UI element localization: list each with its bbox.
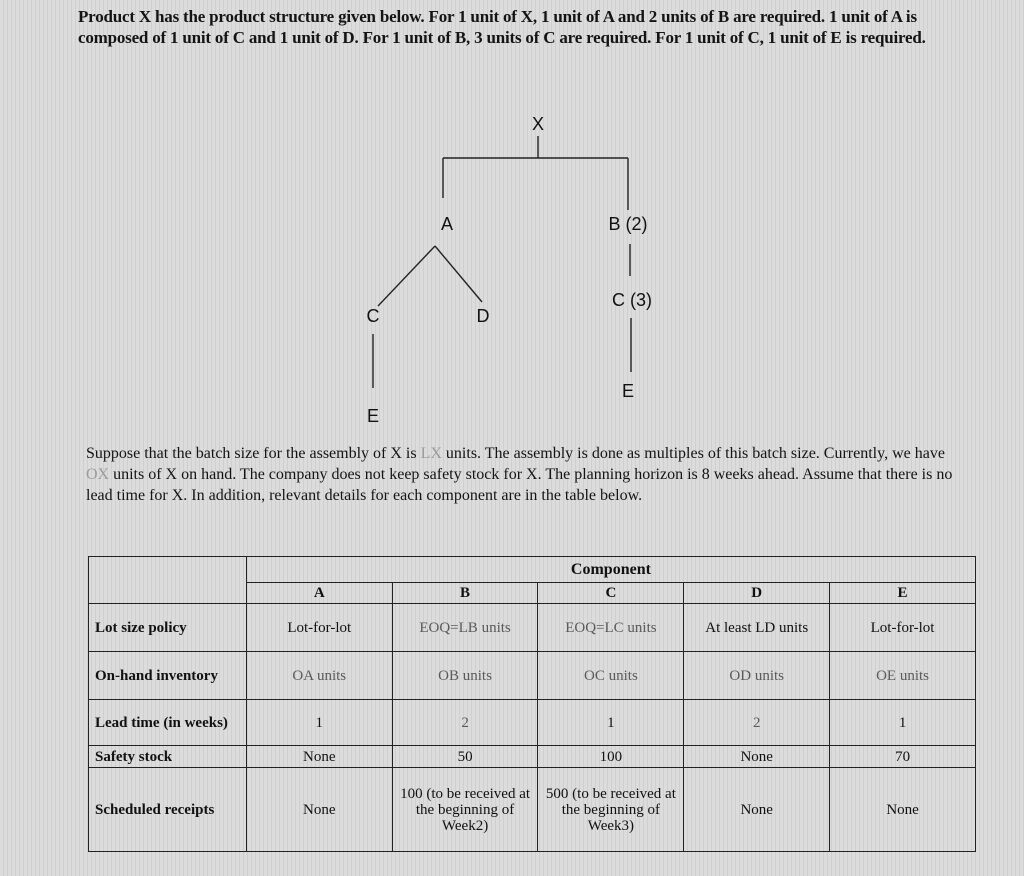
row-head-safety-stock: Safety stock xyxy=(89,746,247,768)
row-head-on-hand: On-hand inventory xyxy=(89,652,247,700)
cell-lot-e: Lot-for-lot xyxy=(830,604,976,652)
node-a: A xyxy=(440,214,454,234)
col-head-e: E xyxy=(830,583,976,604)
cell-lot-a: Lot-for-lot xyxy=(246,604,392,652)
cell-onhand-c: OC units xyxy=(538,652,684,700)
cell-lot-d: At least LD units xyxy=(684,604,830,652)
col-head-a: A xyxy=(246,583,392,604)
component-table xyxy=(88,556,976,852)
intro-paragraph: Product X has the product structure given below. For 1 unit of X, 1 unit of A and 2 units of B are required. 1 unit of A is composed of 1 unit of C and 1 unit of D. For 1 unit of B, 3 units of C are required. For 1 unit of C, 1 unit of E is required. xyxy=(78,7,926,47)
cell-receipts-e: None xyxy=(830,768,976,852)
node-c-under-b: C (3) xyxy=(612,290,652,310)
cell-lead-b: 2 xyxy=(392,700,538,746)
cell-receipts-d: None xyxy=(684,768,830,852)
node-d: D xyxy=(476,306,490,326)
col-head-c: C xyxy=(538,583,684,604)
cell-lead-e: 1 xyxy=(830,700,976,746)
row-head-lot-size: Lot size policy xyxy=(89,604,247,652)
col-head-b: B xyxy=(392,583,538,604)
node-c-under-a: C xyxy=(366,306,380,326)
table-row xyxy=(89,746,976,768)
node-x: X xyxy=(531,114,545,134)
table-row xyxy=(89,768,976,852)
node-e-under-c: E xyxy=(366,406,380,426)
cell-lead-c: 1 xyxy=(538,700,684,746)
cell-receipts-c: 500 (to be received at the beginning of Week3) xyxy=(538,768,684,852)
suppose-text-2: units. The assembly is done as multiples of this batch size. Currently, we have xyxy=(441,445,945,462)
edge-a-c xyxy=(378,246,435,306)
cell-receipts-b: 100 (to be received at the beginning of Week2) xyxy=(392,768,538,852)
col-head-d: D xyxy=(684,583,830,604)
cell-lead-a: 1 xyxy=(246,700,392,746)
batch-size-variable: LX xyxy=(420,445,442,462)
cell-onhand-a: OA units xyxy=(246,652,392,700)
suppose-paragraph xyxy=(86,443,966,506)
table-row xyxy=(89,604,976,652)
suppose-text-1: Suppose that the batch size for the assembly of X is xyxy=(86,445,421,462)
table-row xyxy=(89,652,976,700)
cell-safety-d: None xyxy=(684,746,830,768)
on-hand-x-variable: OX xyxy=(86,466,110,483)
cell-lot-b: EOQ=LB units xyxy=(392,604,538,652)
cell-safety-e: 70 xyxy=(830,746,976,768)
component-header: Component xyxy=(246,557,975,583)
cell-onhand-e: OE units xyxy=(830,652,976,700)
cell-receipts-a: None xyxy=(246,768,392,852)
table-row xyxy=(89,700,976,746)
cell-safety-a: None xyxy=(246,746,392,768)
cell-safety-b: 50 xyxy=(392,746,538,768)
table-corner xyxy=(89,557,247,604)
node-b: B (2) xyxy=(608,214,648,234)
row-head-scheduled-receipts: Scheduled receipts xyxy=(89,768,247,852)
suppose-text-3: units of X on hand. The company does not keep safety stock for X. The planning horizon is 8 weeks ahead. Assume that there is no lead time for X. In addition, relevant details for each component are in the table below. xyxy=(86,466,953,504)
cell-safety-c: 100 xyxy=(538,746,684,768)
cell-onhand-b: OB units xyxy=(392,652,538,700)
cell-lot-c: EOQ=LC units xyxy=(538,604,684,652)
node-e-under-cb: E xyxy=(621,381,635,401)
cell-onhand-d: OD units xyxy=(684,652,830,700)
row-head-lead-time: Lead time (in weeks) xyxy=(89,700,247,746)
cell-lead-d: 2 xyxy=(684,700,830,746)
edge-a-d xyxy=(435,246,482,302)
